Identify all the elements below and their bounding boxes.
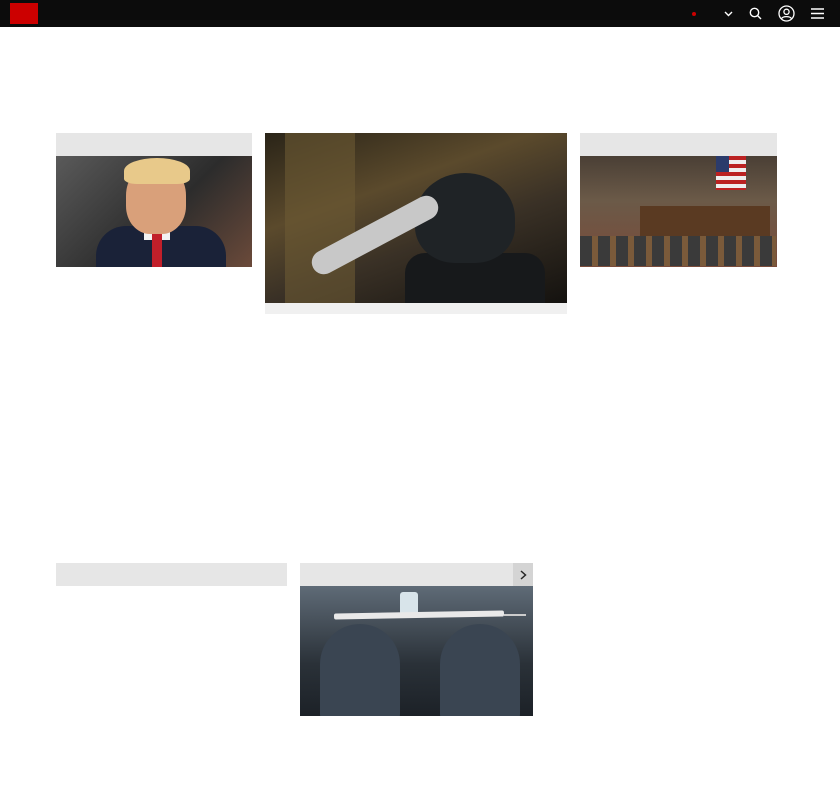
live-tv-button[interactable] (692, 12, 701, 16)
search-button[interactable] (749, 7, 762, 20)
capitol-photo[interactable] (265, 133, 567, 303)
live-dot-icon (692, 12, 696, 16)
account-icon (778, 5, 795, 22)
photo-shape (124, 158, 190, 184)
photo-shape (716, 156, 746, 190)
center-column (265, 133, 567, 314)
edition-selector[interactable] (719, 11, 733, 17)
photo-shape (285, 133, 355, 303)
menu-button[interactable] (811, 8, 824, 19)
photo-shape (580, 236, 776, 266)
top-nav (0, 0, 840, 27)
photo-shape (504, 614, 526, 616)
cnn-logo[interactable] (10, 3, 38, 24)
trump-photo[interactable] (56, 156, 252, 267)
center-title-box (265, 303, 567, 314)
top-stories-header[interactable] (56, 563, 287, 586)
photo-shape (320, 624, 400, 716)
nav-right (692, 0, 824, 27)
vaccine-photo[interactable] (300, 586, 533, 716)
hamburger-menu-icon (811, 8, 824, 19)
photo-shape (152, 232, 162, 267)
chevron-right-icon (520, 570, 527, 580)
politics-column (56, 133, 252, 273)
pandemic-header[interactable] (300, 563, 513, 586)
account-button[interactable] (778, 5, 795, 22)
chevron-down-icon (724, 11, 733, 17)
search-icon (749, 7, 762, 20)
pandemic-header-bar (300, 563, 533, 586)
pandemic-column (300, 563, 533, 722)
impeachment-column (580, 133, 777, 273)
house-photo[interactable] (580, 156, 777, 267)
top-stories-column (56, 563, 287, 586)
photo-shape (440, 624, 520, 716)
politics-header[interactable] (56, 133, 252, 156)
impeachment-header[interactable] (580, 133, 777, 156)
photo-shape (334, 611, 504, 620)
next-button[interactable] (513, 563, 533, 586)
